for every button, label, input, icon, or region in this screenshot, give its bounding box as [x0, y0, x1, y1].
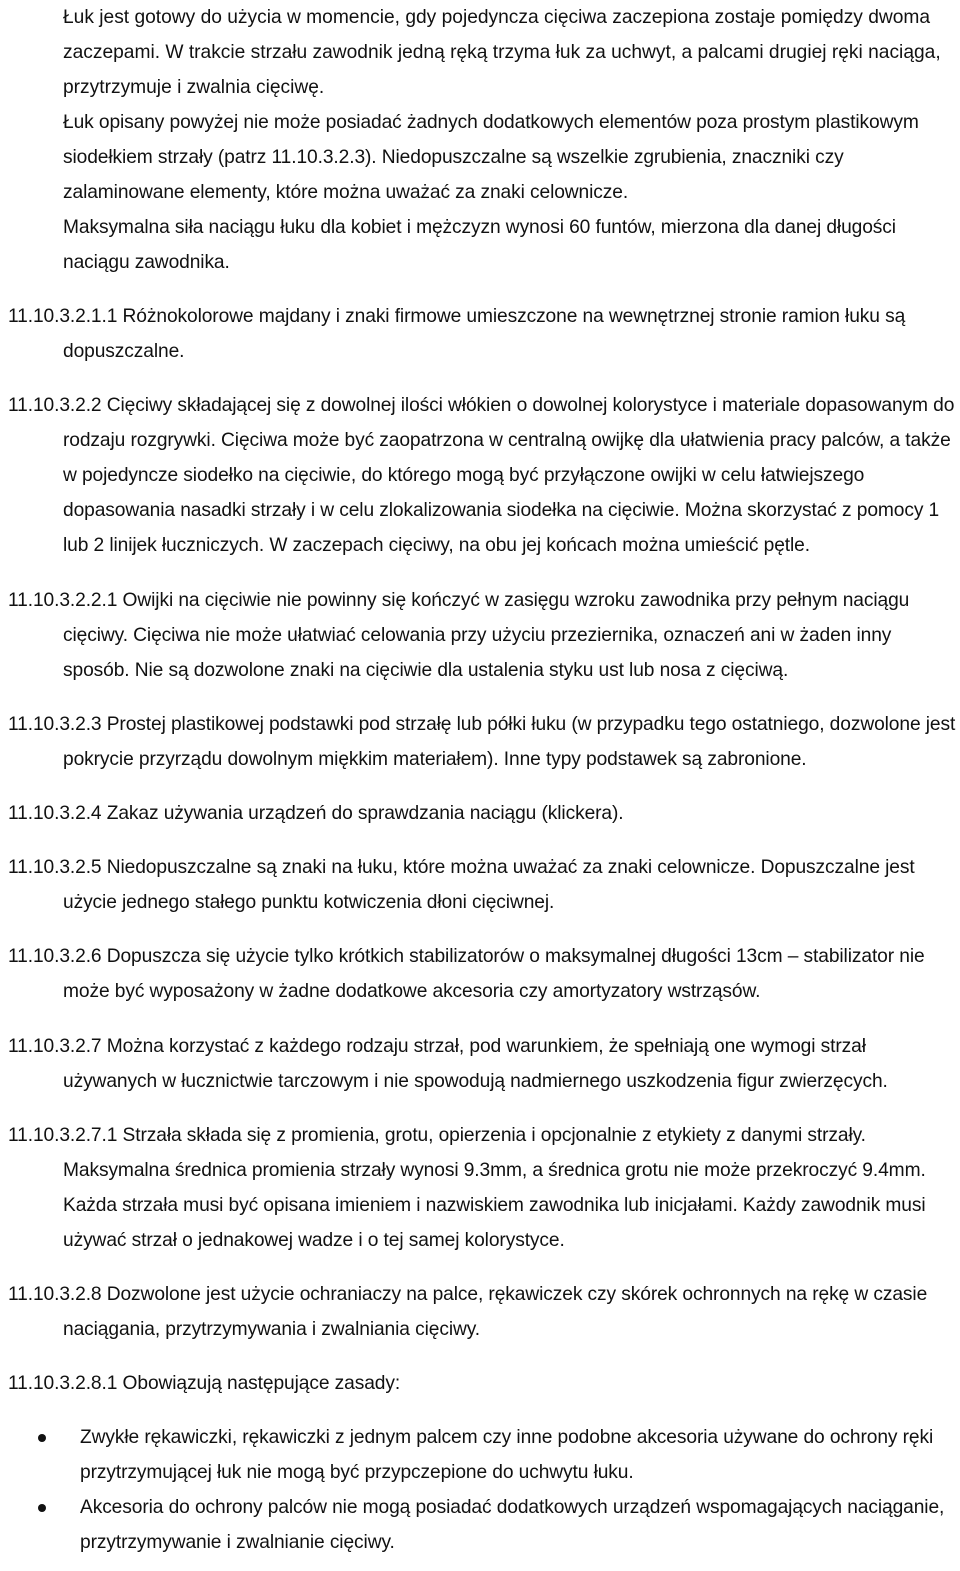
rule-number: 11.10.3.2.7 [8, 1035, 102, 1057]
rule-11-10-3-2-5 [8, 850, 960, 920]
rule-number: 11.10.3.2.6 [8, 946, 102, 968]
rule-text: Obowiązują następujące zasady: [122, 1373, 401, 1395]
list-item [8, 1420, 960, 1490]
rule-number: 11.10.3.2.7.1 [8, 1124, 118, 1146]
intro-paragraph-3: Maksymalna siła naciągu łuku dla kobiet i mężczyzn wynosi 60 funtów, mierzona dla danej długości naciągu zawodnika. [63, 217, 896, 273]
rule-text: Można korzystać z każdego rodzaju strzał, pod warunkiem, że spełniają one wymogi strzał używanych w łucznictwie tarczowym i nie spowodują nadmiernego uszkodzenia figur zwierzęcych. [63, 1035, 888, 1092]
rule-number: 11.10.3.2.3 [8, 713, 102, 735]
rule-11-10-3-2-8-1 [8, 1366, 960, 1401]
bullet-text: Akcesoria do ochrony palców nie mogą posiadać dodatkowych urządzeń wspomagających naciąganie, przytrzymywanie i zwalnianie cięciwy. [80, 1497, 945, 1554]
rule-11-10-3-2-7 [8, 1029, 960, 1099]
bullet-icon [38, 1434, 46, 1442]
rule-text: Prostej plastikowej podstawki pod strzałę lub półki łuku (w przypadku tego ostatniego, dozwolone jest pokrycie przyrządu dowolnym miękkim materiałem). Inne typy podstawek są zabronione. [63, 713, 956, 770]
rule-number: 11.10.3.2.4 [8, 802, 102, 824]
rule-number: 11.10.3.2.2.1 [8, 589, 118, 611]
rule-text: Różnokolorowe majdany i znaki firmowe umieszczone na wewnętrznej stronie ramion łuku są dopuszczalne. [63, 306, 906, 363]
rule-11-10-3-2-1-1 [8, 299, 960, 369]
rule-11-10-3-2-2-1 [8, 583, 960, 688]
rule-number: 11.10.3.2.1.1 [8, 306, 118, 328]
rule-text: Dozwolone jest użycie ochraniaczy na palce, rękawiczek czy skórek ochronnych na rękę w czasie naciągania, przytrzymywania i zwalniania cięciwy. [63, 1283, 928, 1340]
bullet-icon [38, 1504, 46, 1512]
rule-text: Dopuszcza się użycie tylko krótkich stabilizatorów o maksymalnej długości 13cm – stabilizator nie może być wyposażony w żadne dodatkowe akcesoria czy amortyzatory wstrząsów. [63, 946, 925, 1003]
rule-number: 11.10.3.2.8 [8, 1283, 102, 1305]
rule-text: Niedopuszczalne są znaki na łuku, które można uważać za znaki celownicze. Dopuszczalne jest użycie jednego stałego punktu kotwiczenia dłoni cięciwnej. [63, 857, 915, 914]
rule-number: 11.10.3.2.2 [8, 395, 102, 417]
rule-number: 11.10.3.2.5 [8, 857, 102, 879]
rule-text: Zakaz używania urządzeń do sprawdzania naciągu (klickera). [106, 802, 624, 824]
rule-11-10-3-2-3 [8, 707, 960, 777]
rule-text: Strzała składa się z promienia, grotu, opierzenia i opcjonalnie z etykiety z danymi strzały. Maksymalna średnica promienia strzały wynosi 9.3mm, a średnica grotu nie może przekroczyć 9.4mm. Każda strzała musi być opisana imieniem i nazwiskiem zawodnika lub inicjałami. Każdy zawodnik musi używać strzał o jednakowej wadze i o tej samej kolorystyce. [63, 1124, 926, 1251]
bullet-list [8, 1420, 960, 1560]
rule-text: Cięciwy składającej się z dowolnej ilości włókien o dowolnej kolorystyce i materiale dopasowanym do rodzaju rozgrywki. Cięciwa może być zaopatrzona w centralną owijkę dla ułatwienia pracy palców, a także w pojedyncze siodełko na cięciwie, do którego mogą być przyłączone owijki w celu łatwiejszego dopasowania nasadki strzały i w celu zlokalizowania siodełka na cięciwie. Można skorzystać z pomocy 1 lub 2 linijek łuczniczych. W zaczepach cięciwy, na obu jej końcach można umieścić pętle. [63, 395, 955, 557]
rule-number: 11.10.3.2.8.1 [8, 1373, 118, 1395]
intro-paragraph-2: Łuk opisany powyżej nie może posiadać żadnych dodatkowych elementów poza prostym plastikowym siodełkiem strzały (patrz 11.10.3.2.3). Niedopuszczalne są wszelkie zgrubienia, znaczniki czy zalaminowane elementy, które można uważać za znaki celownicze. [63, 112, 919, 203]
rule-11-10-3-2-8 [8, 1277, 960, 1347]
rule-11-10-3-2-7-1 [8, 1118, 960, 1258]
bullet-text: Zwykłe rękawiczki, rękawiczki z jednym palcem czy inne podobne akcesoria używane do ochrony ręki przytrzymującej łuk nie mogą być przypczepione do uchwytu łuku. [80, 1427, 934, 1484]
rule-text: Owijki na cięciwie nie powinny się kończyć w zasięgu wzroku zawodnika przy pełnym naciągu cięciwy. Cięciwa nie może ułatwiać celowania przy użyciu przeziernika, oznaczeń ani w żaden inny sposób. Nie są dozwolone znaki na cięciwie dla ustalenia styku ust lub nosa z cięciwą. [63, 589, 910, 681]
rule-11-10-3-2-4 [8, 796, 960, 831]
list-item [8, 1490, 960, 1560]
rule-11-10-3-2-6 [8, 939, 960, 1009]
rule-11-10-3-2-2 [8, 388, 960, 563]
intro-paragraph-1: Łuk jest gotowy do użycia w momencie, gdy pojedyncza cięciwa zaczepiona zostaje pomiędzy dwoma zaczepami. W trakcie strzału zawodnik jedną ręką trzyma łuk za uchwyt, a palcami drugiej ręki naciąga, przytrzymuje i zwalnia cięciwę. [63, 7, 941, 98]
